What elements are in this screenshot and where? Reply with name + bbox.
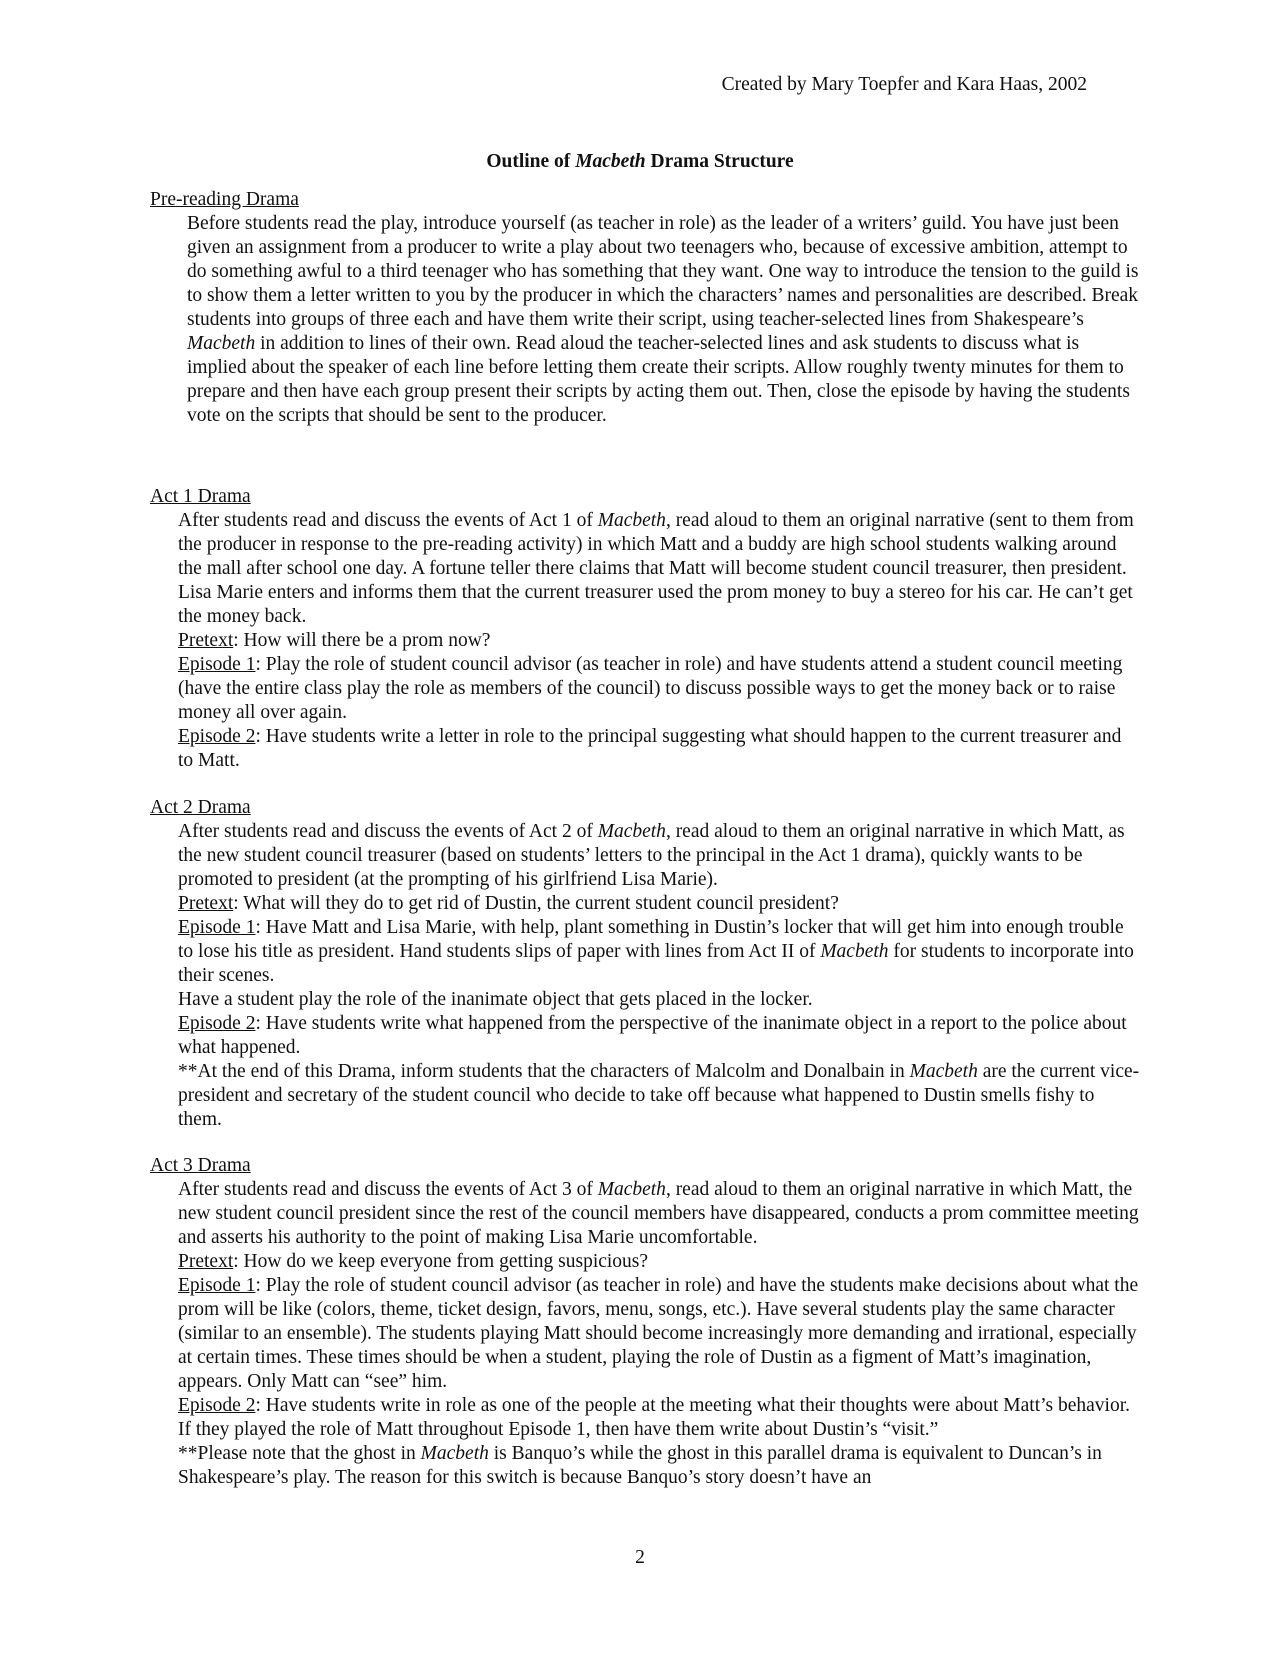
section-heading: Act 3 Drama	[150, 1155, 251, 1176]
section-act-3	[150, 1154, 1140, 1490]
extra-instruction: Have a student play the role of the inanimate object that gets placed in the locker.	[178, 989, 813, 1010]
episode-2	[178, 1394, 1140, 1442]
text-run: : How do we keep everyone from getting suspicious?	[233, 1251, 649, 1272]
section-heading: Act 1 Drama	[150, 486, 251, 507]
text-run: for students to incorporate into their scenes.	[178, 941, 1134, 986]
episode-1	[178, 653, 1140, 725]
text-run: After students read and discuss the events of Act 3 of	[178, 1179, 598, 1200]
text-run: : Have students write in role as one of the people at the meeting what their thoughts were about Matt’s behavior. If they played the role of Matt throughout Episode 1, then have them write about Dustin’s “visit.”	[178, 1395, 1131, 1440]
document-title	[0, 150, 1280, 174]
note-paragraph	[178, 1442, 1140, 1490]
pretext-label: Pretext	[178, 1251, 234, 1272]
pretext-line	[178, 1250, 1140, 1274]
episode-2	[178, 725, 1140, 773]
pretext-line	[178, 629, 1140, 653]
text-run: **At the end of this Drama, inform students that the characters of Malcolm and Donalbain in	[178, 1061, 910, 1082]
episode-label: Episode 2	[178, 1395, 256, 1416]
episode-1	[178, 916, 1140, 988]
title-prefix: Outline of	[486, 151, 576, 172]
title-suffix: Drama Structure	[645, 151, 794, 172]
episode-label: Episode 1	[178, 1275, 256, 1296]
text-run: Before students read the play, introduce yourself (as teacher in role) as the leader of a writers’ guild. You have just been given an assignment from a producer to write a play about two teenagers who, because of excessive ambition, attempt to do something awful to a third teenager who has something that they want. One way to introduce the tension to the guild is to show them a letter written to you by the producer in which the characters’ names and personalities are described. Break students into groups of three each and have them write their script, using teacher-selected lines from Shakespeare’s	[187, 213, 1139, 330]
episode-1	[178, 1274, 1140, 1394]
episode-label: Episode 1	[178, 654, 256, 675]
text-run: : How will there be a prom now?	[233, 630, 491, 651]
text-run: are the current vice-president and secretary of the student council who decide to take off because what happened to Dustin smells fishy to them.	[178, 1061, 1140, 1130]
episode-label: Episode 2	[178, 1013, 256, 1034]
pretext-line	[178, 892, 1140, 916]
pretext-label: Pretext	[178, 630, 234, 651]
text-run: After students read and discuss the events of Act 1 of	[178, 510, 598, 531]
narrative-paragraph	[178, 509, 1140, 629]
section-body	[178, 509, 1140, 773]
page-number: 2	[635, 1547, 645, 1568]
narrative-paragraph	[178, 820, 1140, 892]
text-run: **Please note that the ghost in	[178, 1443, 421, 1464]
section-heading: Act 2 Drama	[150, 797, 251, 818]
text-run: : Play the role of student council advisor (as teacher in role) and have students attend a student council meeting (have the entire class play the role as members of the council) to discuss possible ways to get the money back or to raise money all over again.	[178, 654, 1123, 723]
author-credit: Created by Mary Toepfer and Kara Haas, 2002	[721, 74, 1087, 95]
episode-label: Episode 1	[178, 917, 256, 938]
section-body	[178, 1178, 1140, 1490]
play-title: Macbeth	[187, 333, 256, 354]
pretext-label: Pretext	[178, 893, 234, 914]
section-body	[178, 820, 1140, 1132]
text-run: : Play the role of student council advisor (as teacher in role) and have the students make decisions about what the prom will be like (colors, theme, ticket design, favors, menu, songs, etc.). Have several students play the same character (similar to an ensemble). The students playing Matt should become increasingly more demanding and irrational, especially at certain times. These times should be when a student, playing the role of Dustin as a figment of Matt’s imagination, appears. Only Matt can “see” him.	[178, 1275, 1139, 1392]
note-paragraph	[178, 1060, 1140, 1132]
section-heading: Pre-reading Drama	[150, 189, 299, 210]
title-play-name: Macbeth	[575, 151, 646, 172]
section-act-2	[150, 796, 1140, 1132]
text-run: , read aloud to them an original narrative (sent to them from the producer in response to the pre-reading activity) in which Matt and a buddy are high school students walking around the mall after school one day. A fortune teller there claims that Matt will become student council treasurer, then president. Lisa Marie enters and informs them that the current treasurer used the prom money to buy a stereo for his car. He can’t get the money back.	[178, 510, 1134, 627]
episode-label: Episode 2	[178, 726, 256, 747]
play-title: Macbeth	[820, 941, 889, 962]
text-run: : Have students write what happened from the perspective of the inanimate object in a report to the police about what happened.	[178, 1013, 1127, 1058]
intro-paragraph	[187, 212, 1140, 428]
text-run: is Banquo’s while the ghost in this parallel drama is equivalent to Duncan’s in Shakespeare’s play. The reason for this switch is because Banquo’s story doesn’t have an	[178, 1443, 1102, 1488]
section-act-1	[150, 485, 1140, 773]
text-run: After students read and discuss the events of Act 2 of	[178, 821, 598, 842]
text-run: , read aloud to them an original narrative in which Matt, as the new student council treasurer (based on students’ letters to the principal in the Act 1 drama), quickly wants to be promoted to president (at the prompting of his girlfriend Lisa Marie).	[178, 821, 1125, 890]
narrative-paragraph	[178, 1178, 1140, 1250]
section-body	[187, 212, 1140, 428]
play-title: Macbeth	[597, 1179, 666, 1200]
play-title: Macbeth	[909, 1061, 978, 1082]
episode-2	[178, 1012, 1140, 1060]
text-run: : What will they do to get rid of Dustin, the current student council president?	[233, 893, 839, 914]
play-title: Macbeth	[597, 510, 666, 531]
section-pre-reading	[150, 188, 1140, 428]
text-run: , read aloud to them an original narrative in which Matt, the new student council president since the rest of the council members have disappeared, conducts a prom committee meeting and asserts his authority to the point of making Lisa Marie uncomfortable.	[178, 1179, 1139, 1248]
text-run: : Have Matt and Lisa Marie, with help, plant something in Dustin’s locker that will get him into enough trouble to lose his title as president. Hand students slips of paper with lines from Act II of	[178, 917, 1124, 962]
play-title: Macbeth	[420, 1443, 489, 1464]
play-title: Macbeth	[597, 821, 666, 842]
text-run: : Have students write a letter in role to the principal suggesting what should happen to the current treasurer and to Matt.	[178, 726, 1122, 771]
text-run: in addition to lines of their own. Read aloud the teacher-selected lines and ask students to discuss what is implied about the speaker of each line before letting them create their scripts. Allow roughly twenty minutes for them to prepare and then have each group present their scripts by acting them out. Then, close the episode by having the students vote on the scripts that should be sent to the producer.	[187, 333, 1130, 426]
